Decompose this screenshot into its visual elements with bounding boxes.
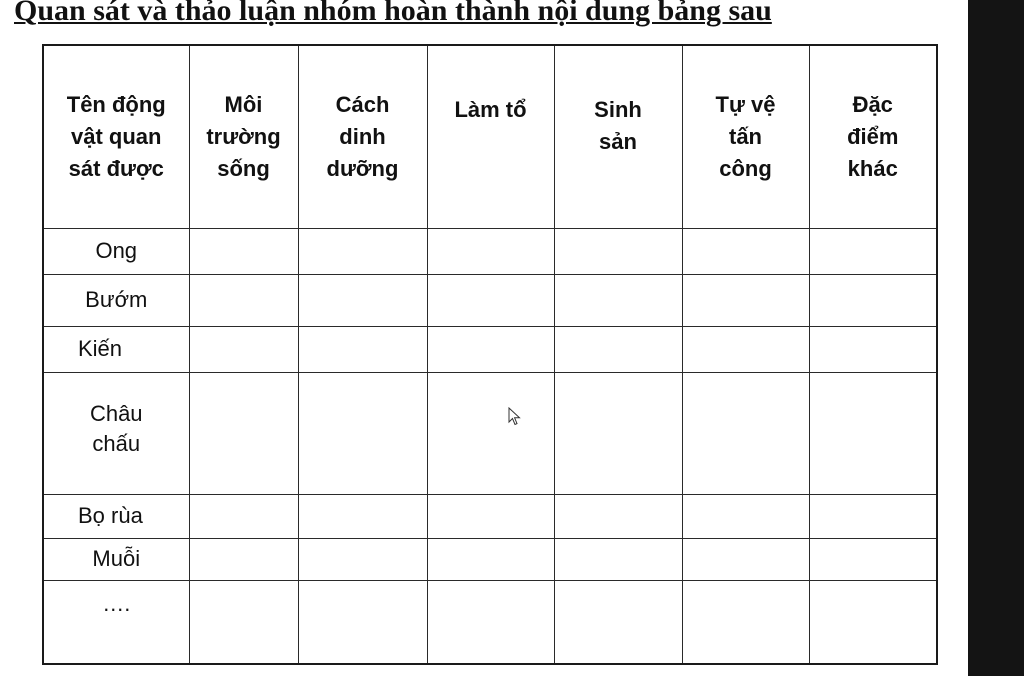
- empty-cell: [189, 326, 298, 372]
- empty-cell: [298, 326, 427, 372]
- header-text-line: Làm tổ: [454, 96, 527, 122]
- empty-cell: [809, 326, 937, 372]
- empty-cell: [298, 580, 427, 664]
- header-row: [43, 45, 937, 228]
- row-label: Ong: [43, 228, 189, 274]
- header-text-line: sát được: [68, 155, 164, 181]
- empty-cell: [554, 372, 682, 494]
- empty-cell: [554, 326, 682, 372]
- table-row: [43, 372, 937, 494]
- empty-cell: [189, 580, 298, 664]
- header-defense-attack: [682, 45, 809, 228]
- header-text-line: Sinh: [594, 96, 642, 122]
- table-row: [43, 580, 937, 664]
- header-text-line: công: [719, 155, 772, 181]
- empty-cell: [682, 538, 809, 580]
- empty-cell: [682, 580, 809, 664]
- table-row: [43, 326, 937, 372]
- empty-cell: [298, 494, 427, 538]
- empty-cell: [427, 372, 554, 494]
- empty-cell: [554, 580, 682, 664]
- header-text-line: vật quan: [71, 123, 162, 149]
- empty-cell: [189, 274, 298, 326]
- row-label: Kiến: [43, 326, 189, 372]
- empty-cell: [809, 228, 937, 274]
- header-other-features: [809, 45, 937, 228]
- empty-cell: [298, 538, 427, 580]
- empty-cell: [427, 538, 554, 580]
- header-nutrition: [298, 45, 427, 228]
- row-label: Muỗi: [43, 538, 189, 580]
- row-label: Bọ rùa: [43, 494, 189, 538]
- empty-cell: [298, 228, 427, 274]
- empty-cell: [427, 326, 554, 372]
- header-habitat: [189, 45, 298, 228]
- empty-cell: [682, 326, 809, 372]
- empty-cell: [189, 538, 298, 580]
- empty-cell: [427, 494, 554, 538]
- row-label-line: Châu: [89, 400, 143, 426]
- header-nesting: [427, 45, 554, 228]
- row-label: [43, 372, 189, 494]
- empty-cell: [682, 372, 809, 494]
- row-label: ….: [43, 580, 189, 664]
- empty-cell: [427, 228, 554, 274]
- row-label-line: chấu: [92, 430, 141, 456]
- empty-cell: [427, 274, 554, 326]
- header-text-line: trường: [206, 123, 281, 149]
- empty-cell: [298, 372, 427, 494]
- header-text-line: Cách: [335, 91, 390, 117]
- empty-cell: [682, 274, 809, 326]
- header-text-line: Tự vệ: [715, 91, 776, 117]
- header-text-line: dưỡng: [326, 155, 399, 181]
- header-reproduction: [554, 45, 682, 228]
- empty-cell: [809, 372, 937, 494]
- animal-observation-table: [42, 44, 938, 665]
- empty-cell: [809, 274, 937, 326]
- header-text-line: khác: [847, 155, 898, 181]
- empty-cell: [554, 494, 682, 538]
- empty-cell: [427, 580, 554, 664]
- table-row: [43, 228, 937, 274]
- page-title: Quan sát và thảo luận nhóm hoàn thành nội dung bảng sau: [14, 0, 772, 27]
- table-row: [43, 494, 937, 538]
- empty-cell: [809, 580, 937, 664]
- mouse-pointer-icon: [508, 407, 522, 427]
- header-text-line: Môi: [224, 91, 263, 117]
- header-text-line: điểm: [847, 123, 899, 149]
- table-row: [43, 274, 937, 326]
- empty-cell: [554, 274, 682, 326]
- empty-cell: [809, 494, 937, 538]
- empty-cell: [189, 228, 298, 274]
- header-text-line: sống: [217, 155, 270, 181]
- header-text-line: Tên động: [66, 91, 166, 117]
- header-text-line: dinh: [339, 123, 386, 149]
- empty-cell: [682, 494, 809, 538]
- empty-cell: [298, 274, 427, 326]
- empty-cell: [809, 538, 937, 580]
- header-text-line: Đặc: [852, 91, 893, 117]
- screen-edge-dark-bar: [968, 0, 1024, 676]
- empty-cell: [189, 494, 298, 538]
- row-label: Bướm: [43, 274, 189, 326]
- empty-cell: [554, 228, 682, 274]
- table-row: [43, 538, 937, 580]
- empty-cell: [189, 372, 298, 494]
- header-text-line: tấn: [729, 123, 762, 149]
- empty-cell: [554, 538, 682, 580]
- header-animal-name: [43, 45, 189, 228]
- header-text-line: sản: [599, 128, 637, 154]
- empty-cell: [682, 228, 809, 274]
